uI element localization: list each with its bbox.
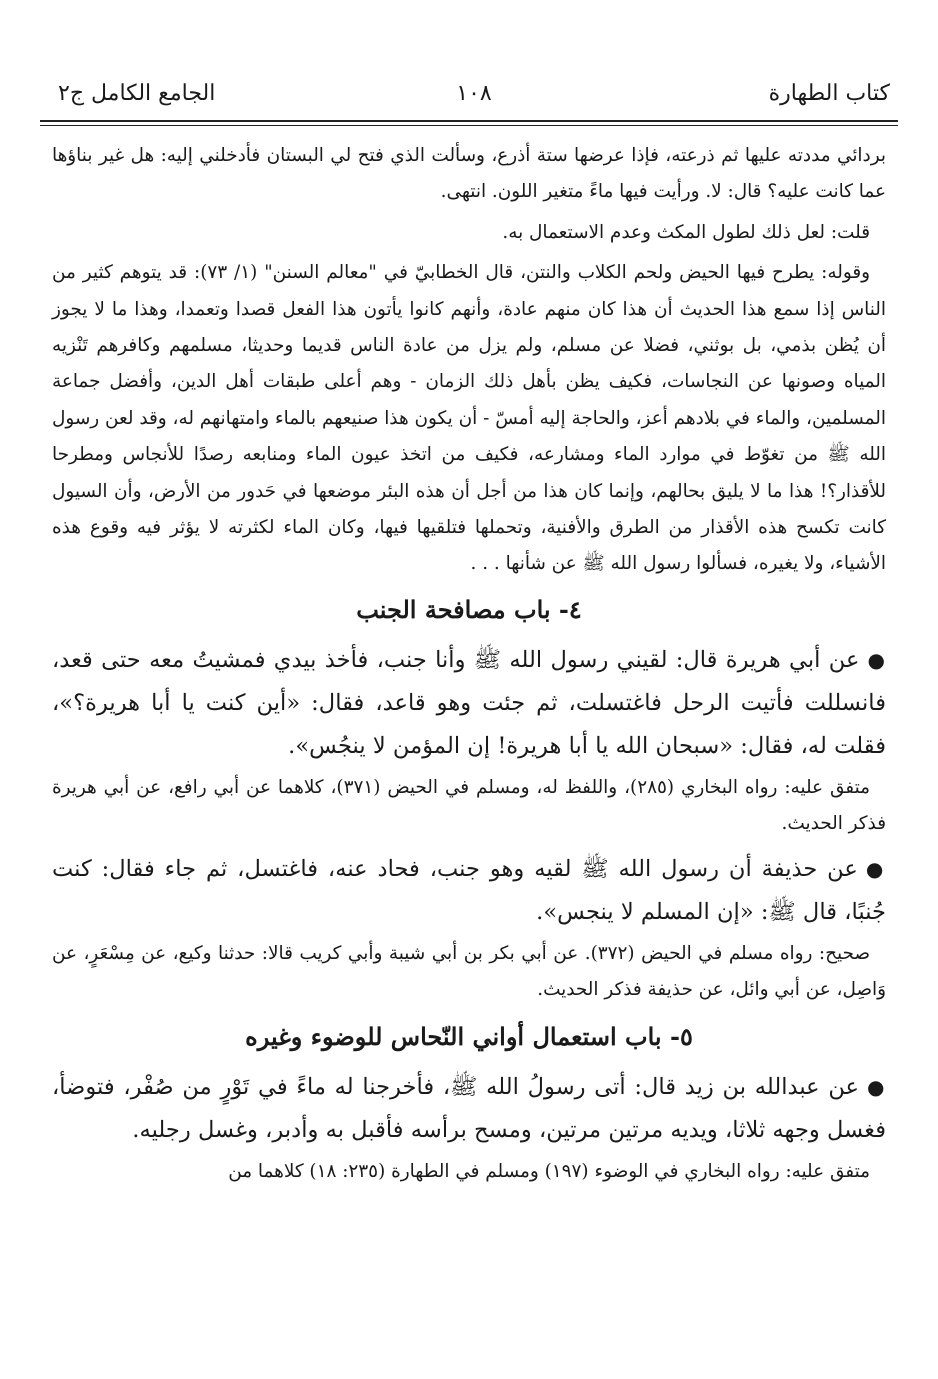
page-header xyxy=(58,76,890,112)
hadith-text: عن أبي هريرة قال: لقيني رسول الله ﷺ وأنا جنب، فأخذ بيدي فمشيتُ معه حتى قعد، فانسللت فأتيت الرحل فاغتسلت، ثم جئت وهو قاعد، فقال: «أين كنت يا أبا هريرة؟»، فقلت له، فقال: «سبحان الله يا أبا هريرة! إن المؤمن لا ينجُس». xyxy=(52,646,886,759)
page-number: ١٠٨ xyxy=(456,81,492,106)
paragraph-khattabi-quote: وقوله: يطرح فيها الحيض ولحم الكلاب والنتن، قال الخطابيّ في "معالم السنن" (١/ ٧٣): قد يتوهم كثير من الناس إذا سمع هذا الحديث أن هذا كان منهم عادة، وأنهم كانوا يأتون هذا الفعل قصدا وتعمدا، وهذا ما لا يجوز أن يُظن بذمي، بل بوثني، فضلا عن مسلم، ولم يزل من عادة الناس قديما وحديثا، مسلمهم وكافرهم تَنْزيه المياه وصونها عن النجاسات، فكيف يظن بأهل ذلك الزمان - وهم أعلى طبقات أهل الدين، وأفضل جماعة المسلمين، والماء في بلادهم أعز، والحاجة إليه أمسّ - أن يكون هذا صنيعهم بالماء وامتهانهم له، وقد لعن رسول الله ﷺ من تغوّط في موارد الماء ومشارعه، فكيف من اتخذ عيون الماء ومنابعه رصدًا للأنجاس ومطرحا للأقذار؟! هذا ما لا يليق بحالهم، وإنما كان هذا من أجل أن هذه البئر موضعها في حَدور من الأرض، وأن السيول كانت تكسح هذه الأقذار من الطرق والأفنية، وتحملها فتلقيها فيها، وكان الماء لكثرته لا يؤثر فيه وقوع هذه الأشياء، ولا يغيره، فسألوا رسول الله ﷺ عن شأنها . . . xyxy=(52,262,886,575)
paragraph-comment: قلت: لعل ذلك لطول المكث وعدم الاستعمال به. xyxy=(502,221,870,243)
hadith-text: عن حذيفة أن رسول الله ﷺ لقيه وهو جنب، فحاد عنه، فاغتسل، ثم جاء فقال: كنت جُنبًا، قال ﷺ: «إن المسلم لا ينجس». xyxy=(52,855,886,925)
takhrij-note: متفق عليه: رواه البخاري في الوضوء (١٩٧) ومسلم في الطهارة (٢٣٥: ١٨) كلاهما من xyxy=(228,1160,870,1182)
hadith-text: عن عبدالله بن زيد قال: أتى رسولُ الله ﷺ، فأخرجنا له ماءً في تَوْرٍ من صُفْر، فتوضأ، فغسل وجهه ثلاثا، ويديه مرتين مرتين، ومسح برأسه فأقبل به وأدبر، وغسل رجليه. xyxy=(52,1073,886,1143)
bullet-icon: ● xyxy=(867,647,887,672)
paragraph-continuation: بردائي مددته عليها ثم ذرعته، فإذا عرضها ستة أذرع، وسألت الذي فتح لي البستان فأدخلني إليه: هل غير بناؤها عما كانت عليه؟ قال: لا. ورأيت فيها ماءً متغير اللون. انتهى. xyxy=(52,145,886,203)
section-heading-5: ٥- باب استعمال أواني النّحاس للوضوء وغيره xyxy=(245,1021,693,1051)
bullet-icon: ● xyxy=(867,1074,887,1099)
running-head-section: كتاب الطهارة xyxy=(768,81,890,106)
bullet-icon: ● xyxy=(865,856,886,881)
hadith-abu-hurayra xyxy=(52,639,886,768)
header-rule-thin xyxy=(40,125,898,126)
takhrij-note: متفق عليه: رواه البخاري (٢٨٥)، واللفظ له، ومسلم في الحيض (٣٧١)، كلاهما عن أبي رافع، عن أبي هريرة فذكر الحديث. xyxy=(52,776,886,834)
page-body xyxy=(52,138,886,1196)
hadith-abdullah-ibn-zayd xyxy=(52,1066,886,1152)
running-head-title: الجامع الكامل ج٢ xyxy=(58,81,216,106)
header-rule-thick xyxy=(40,120,898,122)
hadith-hudhayfa xyxy=(52,848,886,934)
section-heading-4: ٤- باب مصافحة الجنب xyxy=(356,594,582,624)
takhrij-note: صحيح: رواه مسلم في الحيض (٣٧٢). عن أبي بكر بن أبي شيبة وأبي كريب قالا: حدثنا وكيع، عن مِسْعَرٍ، عن وَاصِل، عن أبي وائل، عن حذيفة فذكر الحديث. xyxy=(52,942,886,1000)
